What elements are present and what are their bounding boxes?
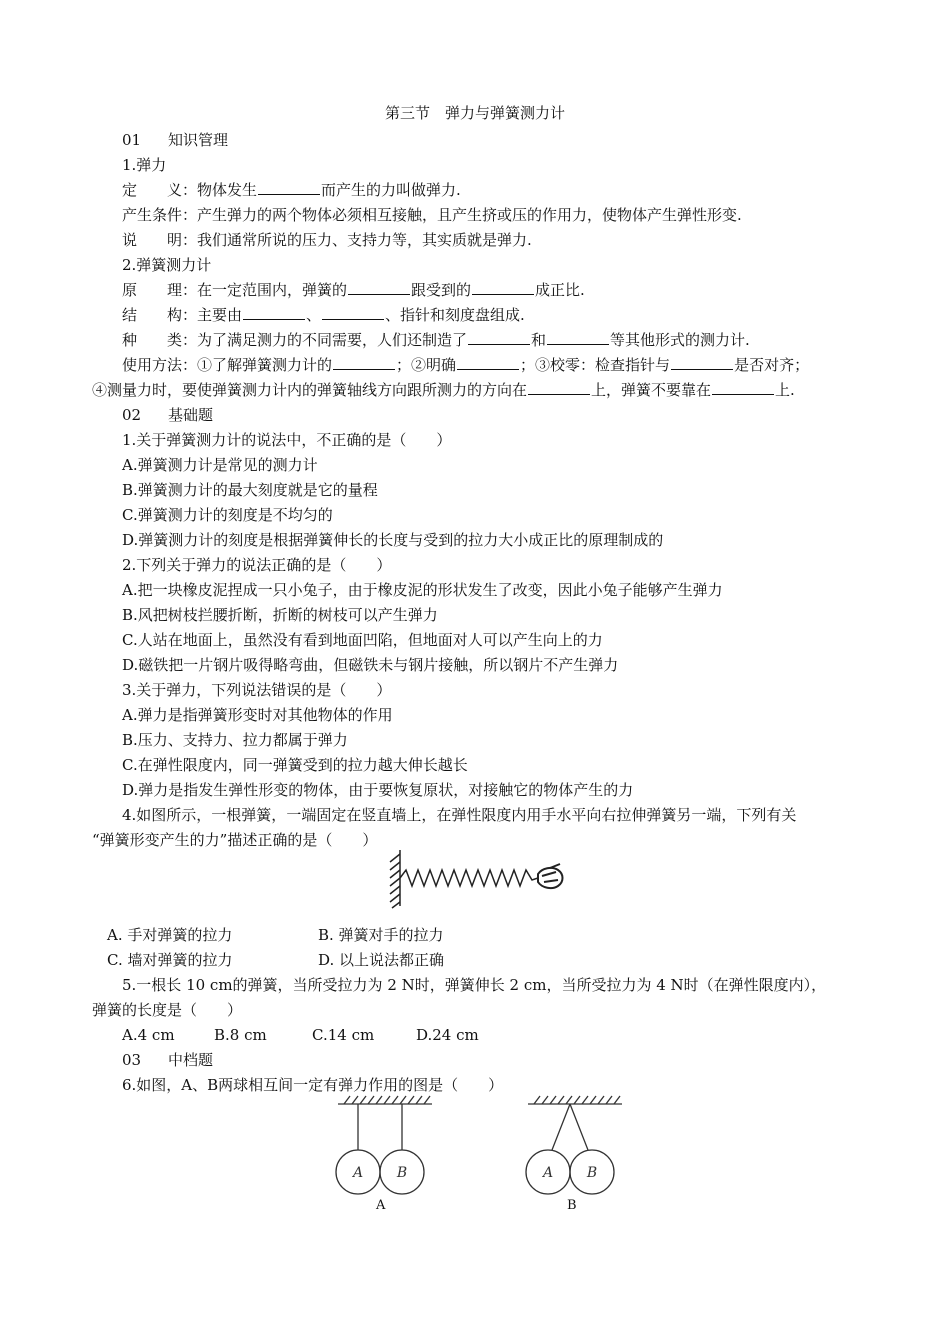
question-5-option-d: D.24 cm (416, 1026, 479, 1044)
section-number: 02 (122, 406, 142, 424)
question-5-stem-2: 弹簧的长度是（ ） (92, 1001, 243, 1019)
question-3-option-c: C.在弹性限度内，同一弹簧受到的拉力越大伸长越长 (122, 756, 468, 774)
ball-figure-a (330, 1092, 440, 1202)
section-heading-3 (122, 1050, 213, 1070)
section-number: 01 (122, 131, 142, 149)
principle-line: 原 理：在一定范围内，弹簧的 跟受到的 成正比. (122, 281, 585, 299)
ball-b-label: B (586, 1165, 598, 1181)
blank (472, 280, 534, 295)
ball-a-label: A (542, 1165, 554, 1181)
section-heading-1 (122, 130, 228, 150)
question-1-option-a: A.弹簧测力计是常见的测力计 (122, 456, 318, 474)
question-3-option-d: D.弹力是指发生弹性形变的物体，由于要恢复原状，对接触它的物体产生的力 (122, 781, 634, 799)
blank (468, 330, 530, 345)
blank (348, 280, 410, 295)
question-4-option-d: D. 以上说法都正确 (318, 951, 445, 969)
knowledge-heading-1: 1.弹力 (122, 156, 167, 174)
ball-figure-b (520, 1092, 630, 1202)
question-3-stem: 3.关于弹力，下列说法错误的是（ ） (122, 681, 392, 699)
question-2-option-c: C.人站在地面上，虽然没有看到地面凹陷，但地面对人可以产生向上的力 (122, 631, 603, 649)
condition-line: 产生条件：产生弹力的两个物体必须相互接触，且产生挤或压的作用力，使物体产生弹性形变. (122, 206, 742, 224)
question-1-stem: 1.关于弹簧测力计的说法中，不正确的是（ ） (122, 431, 452, 449)
question-4-option-c: C. 墙对弹簧的拉力 (107, 951, 233, 969)
question-2-option-a: A.把一块橡皮泥捏成一只小兔子，由于橡皮泥的形状发生了改变，因此小兔子能够产生弹力 (122, 581, 723, 599)
question-1-option-d: D.弹簧测力计的刻度是根据弹簧伸长的长度与受到的拉力大小成正比的原理制成的 (122, 531, 664, 549)
spring-icon (400, 870, 538, 886)
definition-line: 定 义：物体发生 而产生的力叫做弹力. (122, 181, 461, 199)
question-5-option-b: B.8 cm (214, 1026, 267, 1044)
question-5-option-c: C.14 cm (312, 1026, 375, 1044)
blank (712, 380, 774, 395)
question-5-stem-1: 5.一根长 10 cm的弹簧，当所受拉力为 2 N时，弹簧伸长 2 cm，当所受拉力为 4 N时（在弹性限度内）， (122, 976, 827, 994)
question-4-option-b: B. 弹簧对手的拉力 (318, 926, 444, 944)
question-2-stem: 2.下列关于弹力的说法正确的是（ ） (122, 556, 392, 574)
section-number: 03 (122, 1051, 142, 1069)
section-name: 中档题 (168, 1051, 214, 1069)
section-heading-2 (122, 405, 213, 425)
blank (457, 355, 519, 370)
section-name: 基础题 (168, 406, 214, 424)
figure-a-caption: A (376, 1198, 386, 1213)
structure-line: 结 构：主要由 、 、指针和刻度盘组成. (122, 306, 525, 324)
knowledge-heading-2: 2.弹簧测力计 (122, 256, 212, 274)
question-5-option-a: A.4 cm (122, 1026, 175, 1044)
blank (243, 305, 305, 320)
question-3-option-b: B.压力、支持力、拉力都属于弹力 (122, 731, 348, 749)
blank (258, 180, 320, 195)
usage-line-1: 使用方法：①了解弹簧测力计的 ；②明确 ；③校零：检查指针与 是否对齐； (122, 356, 810, 374)
question-2-option-b: B.风把树枝拦腰折断，折断的树枝可以产生弹力 (122, 606, 438, 624)
ball-b-label: B (396, 1165, 408, 1181)
question-1-option-c: C.弹簧测力计的刻度是不均匀的 (122, 506, 333, 524)
blank (547, 330, 609, 345)
question-6-stem: 6.如图，A、B两球相互间一定有弹力作用的图是（ ） (122, 1076, 504, 1094)
page-title: 第三节 弹力与弹簧测力计 (384, 104, 565, 122)
question-4-stem-2: “弹簧形变产生的力”描述正确的是（ ） (92, 831, 378, 849)
usage-line-2: ④测量力时，要使弹簧测力计内的弹簧轴线方向跟所测力的方向在 上，弹簧不要靠在 上. (92, 381, 795, 399)
blank (333, 355, 395, 370)
hand-icon (538, 864, 563, 888)
question-4-stem-1: 4.如图所示，一根弹簧，一端固定在竖直墙上，在弹性限度内用手水平向右拉伸弹簧另一端，下列有关 (122, 806, 797, 824)
question-2-option-d: D.磁铁把一片钢片吸得略弯曲，但磁铁未与钢片接触，所以钢片不产生弹力 (122, 656, 619, 674)
spring-figure (380, 846, 570, 910)
figure-b-caption: B (567, 1198, 577, 1213)
kinds-line: 种 类：为了满足测力的不同需要，人们还制造了 和 等其他形式的测力计. (122, 331, 750, 349)
question-5-options (122, 1025, 479, 1045)
ball-a-label: A (352, 1165, 364, 1181)
blank (671, 355, 733, 370)
note-line: 说 明：我们通常所说的压力、支持力等，其实质就是弹力. (122, 231, 532, 249)
question-3-option-a: A.弹力是指弹簧形变时对其他物体的作用 (122, 706, 393, 724)
section-name: 知识管理 (168, 131, 229, 149)
question-1-option-b: B.弹簧测力计的最大刻度就是它的量程 (122, 481, 378, 499)
blank (322, 305, 384, 320)
question-4-option-a: A. 手对弹簧的拉力 (107, 926, 233, 944)
blank (528, 380, 590, 395)
